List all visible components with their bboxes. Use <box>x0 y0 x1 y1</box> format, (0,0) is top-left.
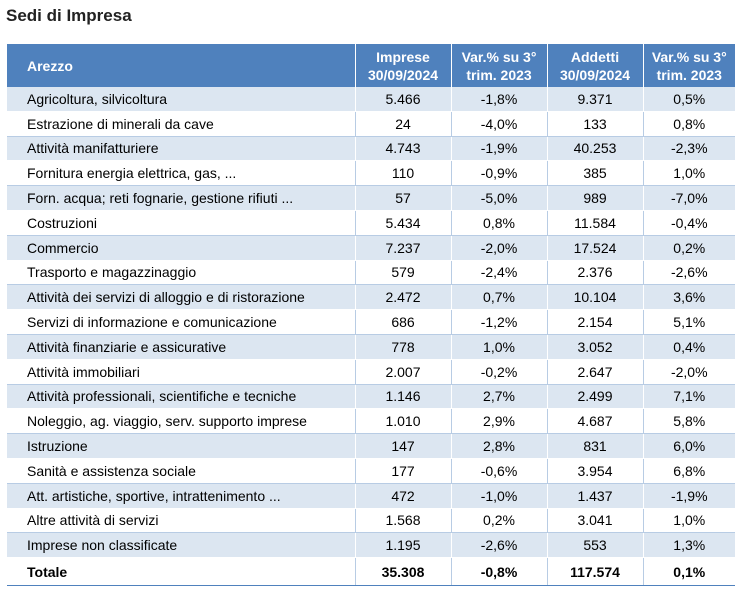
row-var-addetti: 0,2% <box>643 235 735 260</box>
header-addetti <box>547 44 643 87</box>
row-var-addetti: -7,0% <box>643 186 735 211</box>
row-var-imprese: 0,2% <box>451 508 547 533</box>
table-row <box>7 210 735 235</box>
row-imprese: 2.007 <box>355 359 451 384</box>
row-var-imprese: -5,0% <box>451 186 547 211</box>
row-imprese: 4.743 <box>355 136 451 161</box>
row-sector-name: Commercio <box>7 235 355 260</box>
row-addetti: 133 <box>547 111 643 136</box>
row-sector-name: Altre attività di servizi <box>7 508 355 533</box>
row-addetti: 989 <box>547 186 643 211</box>
row-addetti: 2.154 <box>547 310 643 335</box>
row-var-imprese: -1,8% <box>451 87 547 111</box>
row-var-addetti: 3,6% <box>643 285 735 310</box>
table-body <box>7 87 735 558</box>
row-addetti: 3.052 <box>547 334 643 359</box>
table-row <box>7 285 735 310</box>
row-sector-name: Servizi di informazione e comunicazione <box>7 310 355 335</box>
row-addetti: 3.954 <box>547 458 643 483</box>
row-addetti: 3.041 <box>547 508 643 533</box>
table-row <box>7 334 735 359</box>
row-var-imprese: -1,2% <box>451 310 547 335</box>
row-imprese: 1.010 <box>355 409 451 434</box>
row-addetti: 9.371 <box>547 87 643 111</box>
row-var-addetti: 6,8% <box>643 458 735 483</box>
row-var-addetti: 5,8% <box>643 409 735 434</box>
row-var-imprese: -1,0% <box>451 483 547 508</box>
row-imprese: 1.568 <box>355 508 451 533</box>
row-var-addetti: 1,0% <box>643 508 735 533</box>
header-var-addetti-line2: trim. 2023 <box>656 66 722 83</box>
row-addetti: 2.499 <box>547 384 643 409</box>
data-table <box>7 44 735 586</box>
row-var-imprese: -4,0% <box>451 111 547 136</box>
row-sector-name: Agricoltura, silvicoltura <box>7 87 355 111</box>
row-addetti: 553 <box>547 533 643 558</box>
header-imprese-line1: Imprese <box>376 48 430 65</box>
table-row <box>7 186 735 211</box>
total-var-imprese: -0,8% <box>451 558 547 586</box>
header-var-addetti <box>643 44 735 87</box>
row-imprese: 472 <box>355 483 451 508</box>
row-addetti: 385 <box>547 161 643 186</box>
table-row <box>7 508 735 533</box>
row-var-imprese: 2,9% <box>451 409 547 434</box>
row-var-imprese: -0,2% <box>451 359 547 384</box>
header-var-imprese <box>451 44 547 87</box>
row-imprese: 5.434 <box>355 210 451 235</box>
row-var-addetti: 0,5% <box>643 87 735 111</box>
table-row <box>7 359 735 384</box>
row-imprese: 1.195 <box>355 533 451 558</box>
row-var-addetti: -1,9% <box>643 483 735 508</box>
row-sector-name: Sanità e assistenza sociale <box>7 458 355 483</box>
table-row <box>7 111 735 136</box>
row-sector-name: Attività finanziarie e assicurative <box>7 334 355 359</box>
row-addetti: 2.647 <box>547 359 643 384</box>
row-var-imprese: -2,4% <box>451 260 547 285</box>
table-row <box>7 483 735 508</box>
row-addetti: 2.376 <box>547 260 643 285</box>
row-var-imprese: 0,8% <box>451 210 547 235</box>
row-addetti: 10.104 <box>547 285 643 310</box>
row-imprese: 110 <box>355 161 451 186</box>
table-row <box>7 310 735 335</box>
row-imprese: 57 <box>355 186 451 211</box>
header-var-imprese-line1: Var.% su 3° <box>461 48 537 65</box>
row-var-imprese: 0,7% <box>451 285 547 310</box>
header-imprese <box>355 44 451 87</box>
row-imprese: 24 <box>355 111 451 136</box>
table-row <box>7 136 735 161</box>
row-addetti: 11.584 <box>547 210 643 235</box>
row-sector-name: Estrazione di minerali da cave <box>7 111 355 136</box>
row-var-addetti: -2,3% <box>643 136 735 161</box>
total-addetti: 117.574 <box>547 558 643 586</box>
row-var-addetti: 7,1% <box>643 384 735 409</box>
table-row <box>7 409 735 434</box>
row-var-imprese: -2,6% <box>451 533 547 558</box>
row-var-addetti: 6,0% <box>643 434 735 459</box>
row-sector-name: Forn. acqua; reti fognarie, gestione rifiuti ... <box>7 186 355 211</box>
header-imprese-line2: 30/09/2024 <box>367 66 439 83</box>
row-sector-name: Noleggio, ag. viaggio, serv. supporto imprese <box>7 409 355 434</box>
row-imprese: 686 <box>355 310 451 335</box>
row-sector-name: Attività professionali, scientifiche e tecniche <box>7 384 355 409</box>
row-imprese: 7.237 <box>355 235 451 260</box>
total-label: Totale <box>7 558 355 586</box>
table-row <box>7 434 735 459</box>
header-var-imprese-line2: trim. 2023 <box>466 66 532 83</box>
table-footer <box>7 558 735 586</box>
total-row <box>7 558 735 586</box>
row-imprese: 1.146 <box>355 384 451 409</box>
row-var-addetti: 0,8% <box>643 111 735 136</box>
table-row <box>7 260 735 285</box>
row-imprese: 5.466 <box>355 87 451 111</box>
row-imprese: 778 <box>355 334 451 359</box>
row-var-imprese: 2,8% <box>451 434 547 459</box>
row-var-imprese: -0,6% <box>451 458 547 483</box>
row-addetti: 4.687 <box>547 409 643 434</box>
page-title: Sedi di Impresa <box>6 6 132 25</box>
row-addetti: 1.437 <box>547 483 643 508</box>
row-sector-name: Attività manifatturiere <box>7 136 355 161</box>
table-header <box>7 44 735 87</box>
table-row <box>7 384 735 409</box>
row-sector-name: Costruzioni <box>7 210 355 235</box>
row-var-imprese: -0,9% <box>451 161 547 186</box>
header-addetti-line1: Addetti <box>570 48 620 65</box>
row-sector-name: Istruzione <box>7 434 355 459</box>
total-imprese: 35.308 <box>355 558 451 586</box>
header-area-label: Arezzo <box>7 44 355 87</box>
table-row <box>7 161 735 186</box>
row-sector-name: Att. artistiche, sportive, intrattenimento ... <box>7 483 355 508</box>
row-sector-name: Attività immobiliari <box>7 359 355 384</box>
row-sector-name: Imprese non classificate <box>7 533 355 558</box>
row-imprese: 2.472 <box>355 285 451 310</box>
row-var-imprese: -2,0% <box>451 235 547 260</box>
row-var-addetti: 5,1% <box>643 310 735 335</box>
row-sector-name: Attività dei servizi di alloggio e di ristorazione <box>7 285 355 310</box>
row-sector-name: Trasporto e magazzinaggio <box>7 260 355 285</box>
table-row <box>7 533 735 558</box>
row-addetti: 831 <box>547 434 643 459</box>
row-var-addetti: -0,4% <box>643 210 735 235</box>
row-var-imprese: -1,9% <box>451 136 547 161</box>
row-addetti: 17.524 <box>547 235 643 260</box>
row-var-addetti: -2,6% <box>643 260 735 285</box>
header-var-addetti-line1: Var.% su 3° <box>651 48 727 65</box>
row-imprese: 147 <box>355 434 451 459</box>
table-row <box>7 87 735 111</box>
table-row <box>7 458 735 483</box>
table-row <box>7 235 735 260</box>
row-var-imprese: 1,0% <box>451 334 547 359</box>
row-var-imprese: 2,7% <box>451 384 547 409</box>
row-var-addetti: -2,0% <box>643 359 735 384</box>
row-sector-name: Fornitura energia elettrica, gas, ... <box>7 161 355 186</box>
header-addetti-line2: 30/09/2024 <box>559 66 631 83</box>
row-addetti: 40.253 <box>547 136 643 161</box>
row-var-addetti: 1,3% <box>643 533 735 558</box>
row-imprese: 177 <box>355 458 451 483</box>
total-var-addetti: 0,1% <box>643 558 735 586</box>
row-imprese: 579 <box>355 260 451 285</box>
row-var-addetti: 1,0% <box>643 161 735 186</box>
row-var-addetti: 0,4% <box>643 334 735 359</box>
